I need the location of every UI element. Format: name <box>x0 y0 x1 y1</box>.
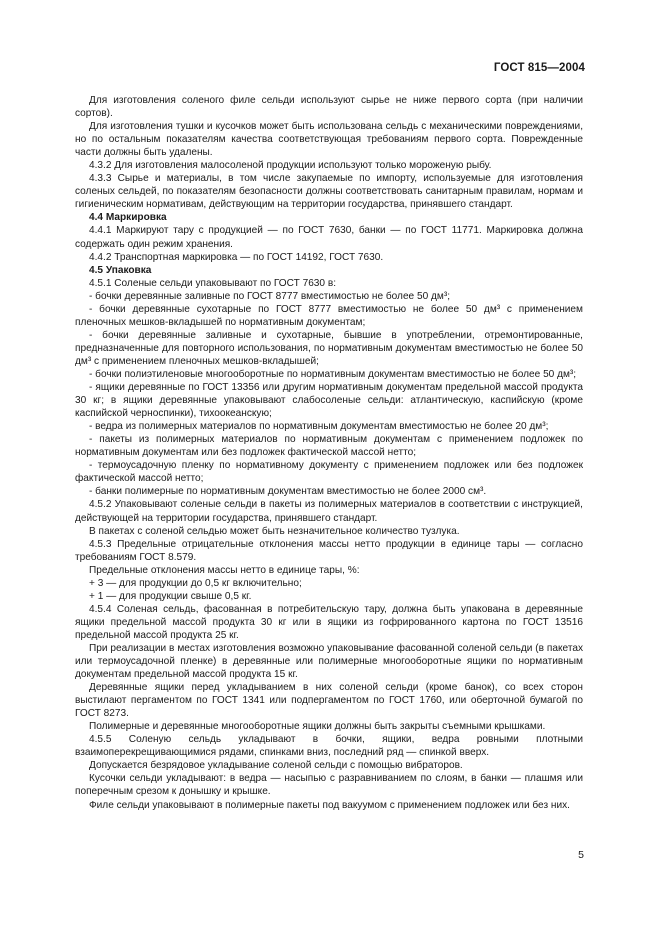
list-item: - бочки деревянные сухотарные по ГОСТ 8777 вместимостью не более 50 дм³ с применением пленочных мешков-вкладышей по нормативным документам; <box>75 303 583 328</box>
list-item: - бочки деревянные заливные и сухотарные, бывшие в употреблении, отремонтированные, предназначенные для повторного использования, по нормативным документам вместимостью не более 50 дм³ с применением пленочных мешков-вкладышей; <box>75 329 583 367</box>
paragraph: 4.5.4 Соленая сельдь, фасованная в потребительскую тару, должна быть упакована в деревянные ящики предельной массой продукта 30 кг или в ящики из гофрированного картона по ГОСТ 13516 предельной массой продукта 25 кг. <box>75 603 583 641</box>
paragraph: 4.5.1 Соленые сельди упаковывают по ГОСТ 7630 в: <box>89 277 337 289</box>
paragraph: Полимерные и деревянные многооборотные ящики должны быть закрыты съемными крышками. <box>89 721 546 733</box>
paragraph: Допускается безрядовое укладывание соленой сельди с помощью вибраторов. <box>89 760 463 772</box>
paragraph: При реализации в местах изготовления возможно упаковывание фасованной соленой сельди (в пакетах или термоусадочной пленке) в деревянные или полимерные многооборотные ящики по нормативным документам предельной массой продукта 15 кг. <box>75 642 583 681</box>
list-item: - бочки деревянные заливные по ГОСТ 8777 вместимостью не более 50 дм³; <box>89 290 450 302</box>
paragraph: 4.5.3 Предельные отрицательные отклонения массы нетто продукции в единице тары — согласно требованиям ГОСТ 8.579. <box>75 538 583 563</box>
paragraph: Филе сельди упаковывают в полимерные пакеты под вакуумом с применением подложек или без них. <box>89 799 570 811</box>
list-item: - банки полимерные по нормативным документам вместимостью не более 2000 см³. <box>89 486 487 498</box>
paragraph: 4.5.5 Соленую сельдь укладывают в бочки, ящики, ведра ровными плотными взаимоперекрещивающимися рядами, спинками вниз, последний ряд — спинкой вверх. <box>75 734 583 759</box>
paragraph: 4.4.2 Транспортная маркировка — по ГОСТ 14192, ГОСТ 7630. <box>89 251 384 263</box>
list-item: - термоусадочную пленку по нормативному документу с применением подложек или без подложек фактической массой нетто; <box>75 460 583 485</box>
paragraph: 4.3.2 Для изготовления малосоленой продукции используют только мороженую рыбу. <box>89 160 492 172</box>
document-body <box>75 94 583 812</box>
paragraph: 4.3.3 Сырье и материалы, в том числе закупаемые по импорту, используемые для изготовления соленых сельдей, по показателям безопасности должны соответствовать санитарным правилам, нормам и гигиеническим нормативам, действующим на территории государства, принявшего стандарт. <box>75 173 583 211</box>
list-item: - ведра из полимерных материалов по нормативным документам вместимостью не более 20 дм³; <box>89 421 549 433</box>
list-item: + 3 — для продукции до 0,5 кг включительно; <box>89 577 302 589</box>
list-item: - пакеты из полимерных материалов по нормативным документам с применением подложек по нормативным документам или без подложек фактической массой нетто; <box>75 434 583 459</box>
paragraph: Кусочки сельди укладывают: в ведра — насыпью с разравниванием по слоям, в банки — плашмя или поперечным срезом к донышку и крышке. <box>75 773 583 798</box>
section-heading-marking: 4.4 Маркировка <box>89 212 167 224</box>
paragraph: В пакетах с соленой сельдью может быть незначительное количество тузлука. <box>89 525 460 537</box>
paragraph: 4.5.2 Упаковывают соленые сельди в пакеты из полимерных материалов в соответствии с инструкцией, действующей на территории государства, принявшего стандарт. <box>75 499 583 524</box>
list-item: - бочки полиэтиленовые многооборотные по нормативным документам вместимостью не более 50 дм³; <box>89 368 577 380</box>
section-heading-packaging: 4.5 Упаковка <box>89 264 152 276</box>
paragraph: Деревянные ящики перед укладыванием в них соленой сельди (кроме банок), со всех сторон выстилают пергаментом по ГОСТ 1341 или подпергаментом по ГОСТ 1760, или оберточной бумагой по ГОСТ 8273. <box>75 682 583 720</box>
paragraph: Предельные отклонения массы нетто в единице тары, %: <box>89 564 360 576</box>
paragraph: Для изготовления тушки и кусочков может быть использована сельдь с механическими повреждениями, но по остальным показателям качества соответствующая требованиям первого сорта. Поврежденные части должны быть удалены. <box>75 121 583 159</box>
document-id-header: ГОСТ 815—2004 <box>493 62 585 74</box>
list-item: - ящики деревянные по ГОСТ 13356 или другим нормативным документам предельной массой продукта 30 кг; в ящики деревянные упаковывают слабосоленые сельди: атлантическую, каспийскую (кроме каспийской черноспинки), тихоокеанскую; <box>75 382 583 420</box>
paragraph: 4.4.1 Маркируют тару с продукцией — по ГОСТ 7630, банки — по ГОСТ 11771. Маркировка должна содержать один режим хранения. <box>75 225 583 250</box>
paragraph: Для изготовления соленого филе сельди используют сырье не ниже первого сорта (при наличии сортов). <box>75 95 583 120</box>
page-number: 5 <box>578 849 584 861</box>
list-item: + 1 — для продукции свыше 0,5 кг. <box>89 590 252 602</box>
